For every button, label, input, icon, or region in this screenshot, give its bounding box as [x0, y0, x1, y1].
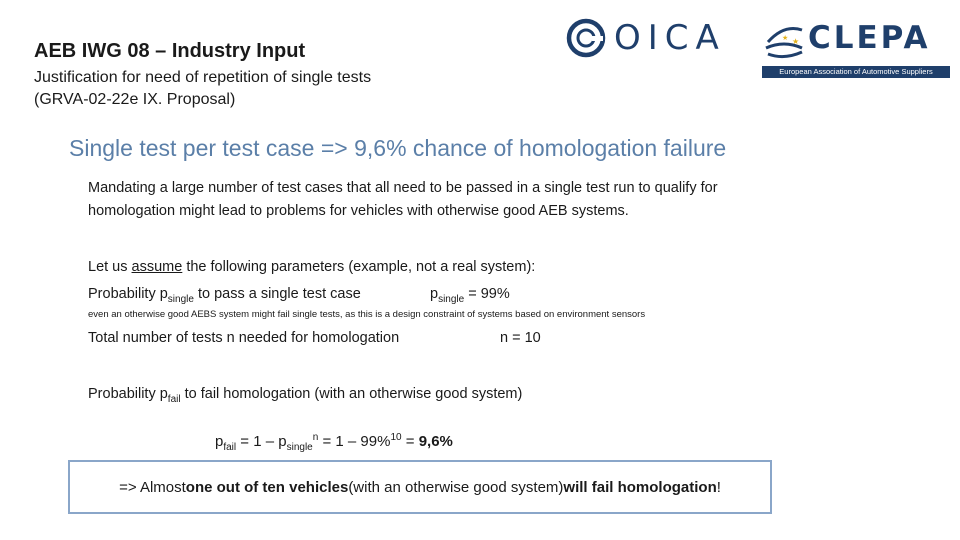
formula-result: 9,6%: [418, 433, 453, 450]
oica-at-icon: [566, 18, 606, 58]
slide-title: AEB IWG 08 – Industry Input: [34, 40, 306, 62]
svg-text:★: ★: [792, 37, 800, 46]
section-heading: Single test per test case => 9,6% chance of homologation failure: [69, 135, 727, 161]
clepa-wordmark: CLEPA: [808, 20, 931, 56]
oica-logo: [566, 18, 726, 58]
subtitle-line-2: (GRVA-02-22e IX. Proposal): [34, 91, 236, 108]
subtitle-line-1: Justification for need of repetition of single tests: [34, 69, 372, 86]
sensor-note: even an otherwise good AEBS system might fail single tests, as this is a design constraint of systems based on environment sensors: [88, 309, 646, 320]
conclusion-emphasis-1: one out of ten vehicles: [185, 478, 349, 496]
clepa-stars-icon: [762, 20, 806, 62]
oica-wordmark: OICA: [614, 18, 726, 58]
clepa-tagline: European Association of Automotive Suppliers: [762, 66, 950, 78]
assume-line: Let us assume the following parameters (example, not a real system):: [88, 259, 536, 275]
conclusion-emphasis-2: will fail homologation: [563, 478, 717, 496]
assume-word: assume: [131, 259, 183, 275]
prob-single-value: $p_{single} = 99\%$: [430, 286, 510, 305]
para1-line2: homologation might lead to problems for vehicles with otherwise good AEB systems.: [88, 203, 629, 219]
svg-text:★: ★: [782, 34, 789, 42]
total-tests-value: n = 10: [500, 330, 541, 346]
paragraph-mandating: [70, 177, 830, 223]
para1-line1: Mandating a large number of test cases that all need to be passed in a single test run to qualify for: [88, 180, 718, 196]
prob-single-line: Probability $p_{single}$ to pass a single test case: [88, 286, 361, 305]
slide-subtitle: [34, 67, 371, 111]
failure-formula: $p_{fail} = 1 - p_{single}^n = 1 - 99\%^{10} = 9,6\%$: [215, 432, 453, 453]
total-tests-line: Total number of tests n needed for homologation: [88, 330, 400, 346]
prob-fail-line: Probability $p_{fail}$ to fail homologation (with an otherwise good system): [88, 386, 523, 405]
conclusion-box: => Almost one out of ten vehicles (with an otherwise good system) will fail homologation !: [68, 460, 772, 514]
